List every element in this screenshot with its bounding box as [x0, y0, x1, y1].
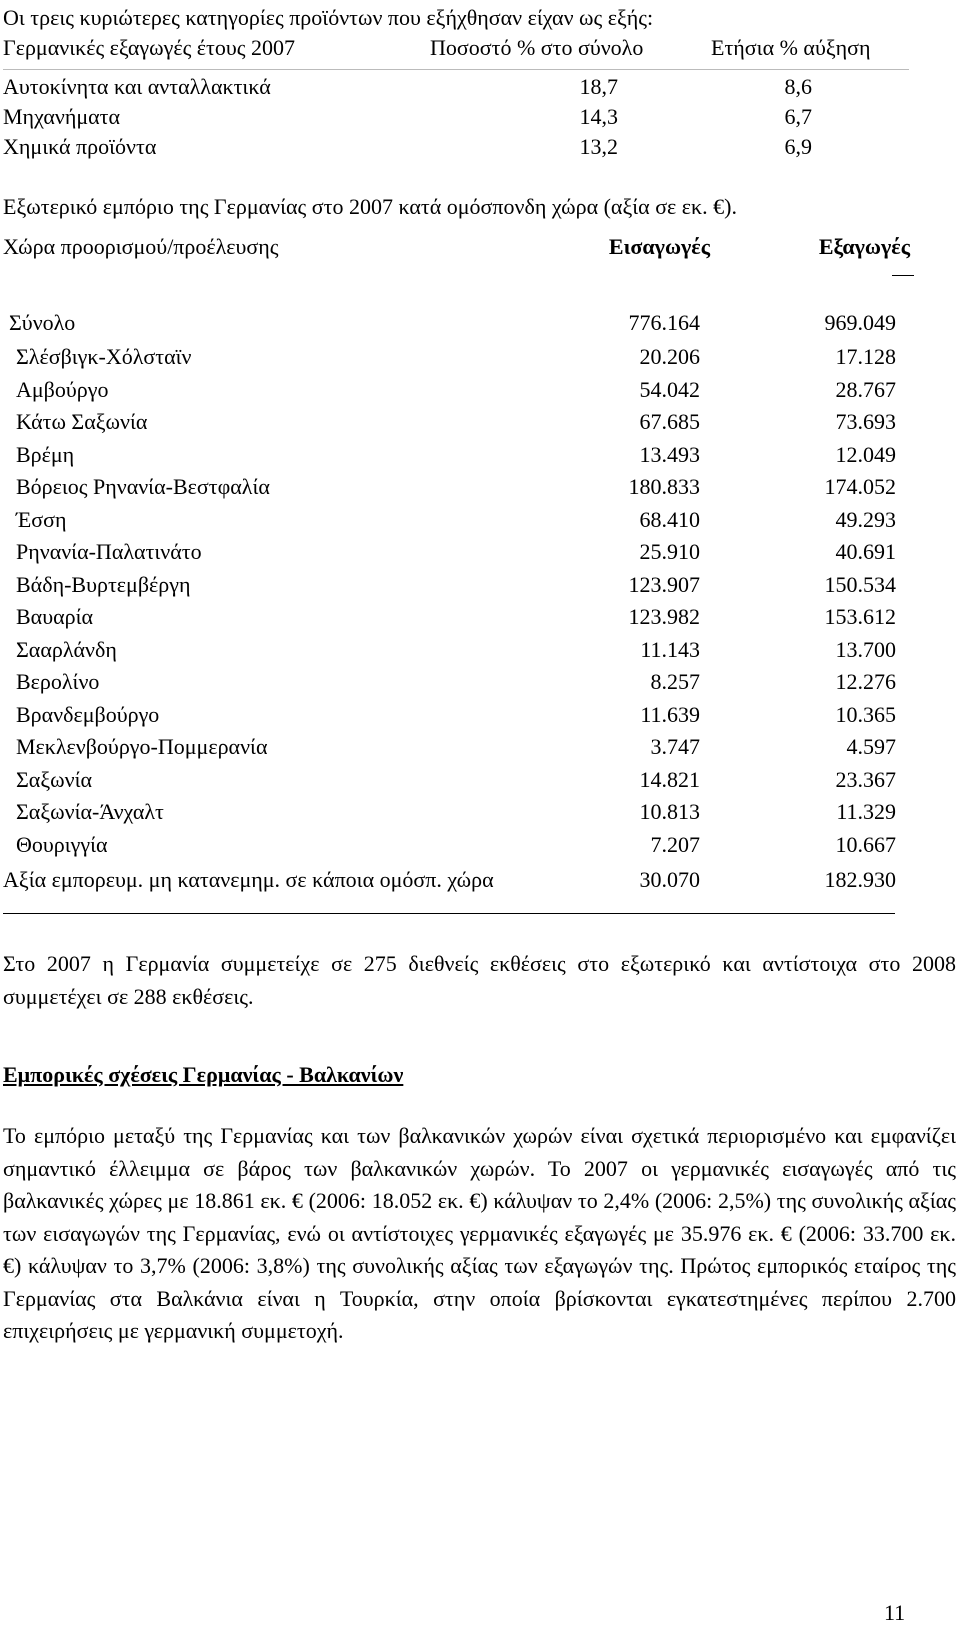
- state-row-label: Βάδη-Βυρτεμβέργη: [16, 571, 191, 597]
- state-row-exports: 49.293: [835, 506, 896, 532]
- state-row-imports: 8.257: [650, 669, 700, 694]
- state-row-label: Σλέσβιγκ-Χόλσταϊν: [16, 344, 192, 369]
- state-row-exports: 13.700: [835, 636, 896, 662]
- exhibitions-paragraph: Στο 2007 η Γερμανία συμμετείχε σε 275 διεθνείς εκθέσεις στο εξωτερικό και αντίστοιχα στο 2008 συμμετέχει σε 288 εκθέσεις.: [3, 951, 956, 1009]
- state-unallocated-imports: 30.070: [639, 867, 700, 892]
- state-row-label: Κάτω Σαξωνία: [16, 409, 148, 434]
- states-title: Εξωτερικό εμπόριο της Γερμανίας στο 2007 κατά ομόσπονδη χώρα (αξία σε εκ. €).: [3, 194, 737, 219]
- category-growth: 6,9: [784, 134, 812, 159]
- state-row-exports: 174.052: [824, 474, 896, 499]
- state-unallocated-exports: 182.930: [824, 867, 896, 892]
- category-share: 13,2: [579, 134, 618, 159]
- balkans-paragraph: Το εμπόριο μεταξύ της Γερμανίας και των βαλκανικών χωρών είναι σχετικά περιορισμένο και εμφανίζει σημαντικό έλλειμμα σε βάρος των βαλκανικών χωρών. Το 2007 οι γερμανικές εισαγωγές από τις βαλκανικές χώρες με 18.861 εκ. € (2006: 18.052 εκ. €) κάλυψαν το 2,4% (2006: 2,5%) της συνολικής αξίας των εισαγωγών της Γερμανίας, ενώ οι αντίστοιχες γερμανικές εξαγωγές με 35.976 εκ. € (2006: 33.700 εκ. €) κάλυψαν το 3,7% (2006: 3,8%) της συνολικής αξίας των εξαγωγών της. Πρώτος εμπορικός εταίρος της Γερμανίας στα Βαλκάνια είναι η Τουρκία, στην οποία βρίσκονται εγκατεστημένες περίπου 2.700 επιχειρήσεις με γερμανική συμμετοχή.: [3, 1123, 956, 1343]
- state-row-label: Μεκλενβούργο-Πομμερανία: [16, 734, 268, 759]
- state-total-label: Σύνολο: [9, 310, 76, 335]
- category-share: 14,3: [579, 104, 618, 129]
- state-row-label: Ρηνανία-Παλατινάτο: [16, 539, 202, 564]
- state-row-imports: 67.685: [639, 409, 700, 434]
- state-row-label: Σαξωνία-Άνχαλτ: [16, 799, 164, 824]
- state-row-imports: 13.493: [639, 441, 700, 467]
- state-total-exports: 969.049: [824, 310, 896, 335]
- category-label: Μηχανήματα: [3, 104, 121, 129]
- states-header-tick: [892, 275, 914, 276]
- state-row-exports: 12.276: [835, 669, 896, 694]
- state-row-exports: 28.767: [835, 376, 896, 402]
- state-row-imports: 10.813: [639, 799, 700, 824]
- balkans-heading: Εμπορικές σχέσεις Γερμανίας - Βαλκανίων: [3, 1062, 404, 1087]
- category-label: Χημικά προϊόντα: [3, 134, 157, 159]
- states-col-exports: Εξαγωγές: [818, 234, 910, 259]
- state-row-exports: 10.365: [835, 701, 896, 727]
- state-row-imports: 14.821: [639, 766, 700, 792]
- states-col-imports: Εισαγωγές: [608, 234, 710, 259]
- state-row-imports: 68.410: [639, 506, 700, 532]
- state-total-imports: 776.164: [628, 310, 700, 335]
- state-row-imports: 7.207: [650, 831, 700, 857]
- state-row-imports: 20.206: [639, 344, 700, 369]
- state-row-exports: 23.367: [835, 766, 896, 792]
- category-label: Αυτοκίνητα και ανταλλακτικά: [3, 74, 271, 99]
- category-growth: 8,6: [784, 74, 812, 99]
- states-col-label: Χώρα προορισμού/προέλευσης: [3, 234, 279, 259]
- state-row-exports: 11.329: [836, 799, 896, 824]
- state-unallocated-label: Αξία εμπορευμ. μη κατανεμημ. σε κάποια ομόσπ. χώρα: [3, 867, 494, 892]
- state-row-label: Βαυαρία: [16, 604, 94, 629]
- state-row-exports: 10.667: [835, 831, 896, 857]
- state-row-imports: 123.907: [628, 571, 700, 597]
- category-share: 18,7: [579, 74, 618, 99]
- state-row-exports: 153.612: [824, 604, 896, 629]
- state-row-imports: 180.833: [628, 474, 700, 499]
- state-row-label: Βόρειος Ρηνανία-Βεστφαλία: [16, 474, 270, 499]
- categories-intro: Οι τρεις κυριώτερες κατηγορίες προϊόντων που εξήχθησαν είχαν ως εξής:: [3, 5, 654, 30]
- state-row-imports: 3.747: [650, 734, 700, 759]
- category-growth: 6,7: [784, 104, 812, 129]
- state-row-exports: 150.534: [824, 571, 896, 597]
- state-row-label: Σααρλάνδη: [16, 636, 117, 662]
- states-bottom-rule: [3, 913, 895, 914]
- state-row-exports: 40.691: [835, 539, 896, 564]
- state-row-label: Έσση: [16, 506, 67, 532]
- state-row-label: Αμβούργο: [16, 376, 109, 402]
- page-number: 11: [884, 1600, 906, 1625]
- state-row-label: Βερολίνο: [16, 669, 100, 694]
- state-row-label: Βρανδεμβούργο: [16, 701, 160, 727]
- state-row-exports: 73.693: [835, 409, 896, 434]
- categories-col-header-product: Γερμανικές εξαγωγές έτους 2007: [3, 35, 295, 60]
- state-row-label: Βρέμη: [16, 441, 75, 467]
- state-row-label: Θουριγγία: [16, 831, 108, 857]
- state-row-exports: 17.128: [835, 344, 896, 369]
- state-row-exports: 12.049: [835, 441, 896, 467]
- categories-header-rule: [3, 69, 909, 70]
- state-row-label: Σαξωνία: [16, 766, 93, 792]
- state-row-imports: 54.042: [639, 376, 700, 402]
- state-row-imports: 11.639: [640, 701, 700, 727]
- categories-col-header-growth: Ετήσια % αύξηση: [711, 35, 871, 60]
- state-row-exports: 4.597: [846, 734, 896, 759]
- state-row-imports: 123.982: [628, 604, 700, 629]
- state-row-imports: 11.143: [640, 636, 700, 662]
- state-row-imports: 25.910: [639, 539, 700, 564]
- categories-col-header-share: Ποσοστό % στο σύνολο: [430, 35, 644, 60]
